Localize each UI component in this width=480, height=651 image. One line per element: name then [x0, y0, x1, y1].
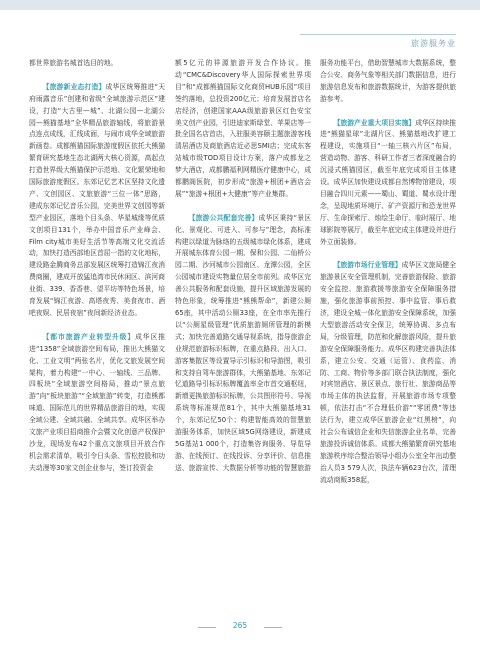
section-label: 旅游服务业 — [411, 39, 456, 48]
paragraph-text: 额5亿元的祥源旅游开发合作协议。推动“CMC&Discovery华人国际探索世界项目”和“成都熊猫国际文化商贸HUB乐园”项目签约落地，总投资200亿元；培育发展首店名店经济，创建国家AAA级旅游景区红色安宝美文创产业园，引进迪家斯绿堂、苹果店等一批全国名店首店，入驻服美容颐主题旅游客栈清居酒店及商旅酒店近必思SMI店；完成东客站城市级TOD项目设计方案，落户成都龙之梦大酒店，成都鹏福利网精医疗健康中心，成都鹏阁医院，初步形成“旅游+根团+酒店会展”“旅游+根团+大健康”等产业集群。 — [175, 59, 311, 198]
paragraph-text: 成华区推进“1358”全域旅游空间布局，推出大熊猫文化、工业文明”两张名片，优化文旅发展空间架构，着力构建“一中心、一轴线、三品牌、四板块”全域旅游空间格局，推动“景点旅游”向“板块旅游”“全域旅游”转变，打造熊都味道、国际范儿的世界精品旅游目的地，实现全域公建、全域共融、全域共享。成华区举办文旅产业项目招商推介会暨文化创意产权保护沙龙，现场发布42个重点文旅项目开放合作机会需求清单，吸引令日头条、雪松控股和功夫动漫等30家文创企业参与，签订投资金 — [29, 332, 166, 472]
section-title: 【旅游市场行业管理】 — [333, 261, 402, 270]
paragraph — [29, 332, 165, 475]
paragraph — [320, 260, 456, 486]
paragraph — [29, 58, 165, 70]
section-title: 【旅游公共配套完善】 — [188, 213, 259, 222]
paragraph-text: 成华区秉持“景区化、景观化、可进入、可参与”理念，高标准构建以绿道为脉络的五级城市绿化体系，建成开展城东体育公园一期、保和公园、二仙桥公园二期、沙河城市公园南区、龙潭公园，全区公园城市建设实物量位居全市前列。成华区完善公共服务和配套设施，提升区域旅游发展的特色形象，统筹推进“熊熊帮命”，新建公厕65座，其中活动公厕33座，在全市率先推行以“公厕星级管理”优质旅游厕所管理的新模式；加快完善道路交通导视系统，指导旅游企业规范旅游标识标牌，在重点路段、出入口、游客集散区等设置导示引标识和导游图，吸引和支持自驾车旅游群体，大熊猫基地、东郊记忆道路导引标识标牌覆盖率全市首交通枢纽，新增更换旅游标识标牌，公共图形符号、导视系统等标准规范81个，其中大熊猫基地31个，东郊记忆50个；构建智能高效的智慧旅游服务体系，加快区域5G网络建设，新建成5G基站1 000个，打造集咨询服务、导览导游、在线预订、在线投诉、分享评价、信息推送、旅游宣传、大数据分析等功能的智慧旅游 — [175, 213, 312, 472]
section-title: 【都市旅游产业转型升级】 — [42, 332, 136, 341]
page-header — [0, 0, 480, 50]
paragraph-text: 成华区文旅局健全旅游景区安全管理机制，完善旅游保险、旅游安全监控、旅游救援等旅游安全保障服务措施，强化旅游事前预控、事中监管、事后救济，建设全城一体化旅游安全保障系统，加强大型旅游活动安全保卫，统筹协调、多点布局，分级管理，防范和化解旅游风险，提升旅游安全保障服务能力。成华区构建完善执法体系，建立公安、交通（运管）、食药监、消防、工商、物价等多部门联合执法制度，强化对宾馆酒店、景区景点、旅行社、旅游商品等市场主体的执法监督，开展旅游市场专项整顿，依法打击“不合理低价游”“零团费”等违法行为，建立成华区旅游企业“红黑榜”，向社会公布诚信企业和失信旅游企业名单，完善旅游投诉诚信体系。成都大熊猫繁育研究基地旅游秩序综合整治领导小组办公室全年出动整治人员3 579人次，执法车辆623台次，清理流动商贩358起， — [320, 261, 457, 484]
paragraph-text: 成华区统筹推进“天府雨露音乐”创建和省级“全域旅游示范区”建设，打造“大古里—城”、北湖公园—北湖公园—熊猫基地”全华精品旅游轴线，将旅游景点连点成线，汇线成面，与闹市成华全域旅游新画卷。成都熊猫国际旅游度假区依托大熊猫繁育研究基地生态北湖两大核心资源，高起点打造世界级大熊猫保护示范地、文化繁荣地和国际旅游度假区。东郊记忆艺术区坚持文化遗产、文创园区、文旅旅游“三位一体”思路，建成东郊记忆音乐公园，完美世界文创园等新型产业园区，落地个目头条、华星城缘等优质文创项目131个，举办中国音乐产业峰会、Film city城市美好生活节等高端文化交流活动，加快打造西部地区首屈一指的文化地标，建设路金腾商务总部发展区统筹打造锦江夜消费商圈，建成开放猛追湾市民休闲区、滨河商业街、339、香香巷、望平坊等特色场景，培育发展“锦江夜游、高塔夜秀、美食夜市、酒吧夜娱、民居夜宿”夜间新经济业态。 — [29, 82, 165, 318]
header-rule — [300, 34, 456, 35]
paragraph — [175, 213, 311, 475]
paragraph — [320, 58, 456, 106]
text-column-2 — [175, 58, 311, 475]
text-column-3 — [320, 58, 456, 487]
page-number: 265 — [232, 621, 248, 630]
paragraph-gap — [175, 201, 311, 213]
footer-dash-left — [198, 627, 216, 628]
header-bar — [0, 0, 480, 10]
footer-dash-right — [264, 627, 282, 628]
paragraph-gap — [320, 106, 456, 118]
section-title: 【旅游新业态打造】 — [42, 82, 106, 91]
section-title: 【旅游产业重大项目实施】 — [333, 118, 416, 127]
paragraph — [320, 118, 456, 249]
paragraph-text: 都世界旅游名城首选目的地。 — [29, 59, 118, 67]
paragraph-text: 成华区持续推进“熊猫星球”北湖片区、熊猫基地改扩建工程建设，实施项目“一轴三核六片区”布局，营造动物、游客、科研工作者三者深度融合的沉浸式熊猫园区，截至年底完成项目主体建设。成华区加快建设成都自然博物馆建设，项目融合四川元素——蜀山、蜀道、蜀水设计理念，呈现地质环境厅、矿产资源厅和恐龙世界厅、生命探索厅、烛绘生命厅、临时展厅、地球影院等展厅，截至年底完成主体建设并进行外立面装修。 — [320, 118, 457, 246]
paragraph-gap — [29, 70, 165, 82]
paragraph-text: 服务功能平台，借助智慧城市大数据系统，整合公安、商务气象等相关部门数据信息，进行旅游信息发布和旅游数据统计，为游客提供旅游参考。 — [320, 59, 456, 103]
text-column-1 — [29, 58, 165, 475]
paragraph-gap — [29, 320, 165, 332]
page-footer — [0, 619, 480, 633]
paragraph — [175, 58, 311, 201]
paragraph — [29, 82, 165, 320]
paragraph-gap — [320, 248, 456, 260]
